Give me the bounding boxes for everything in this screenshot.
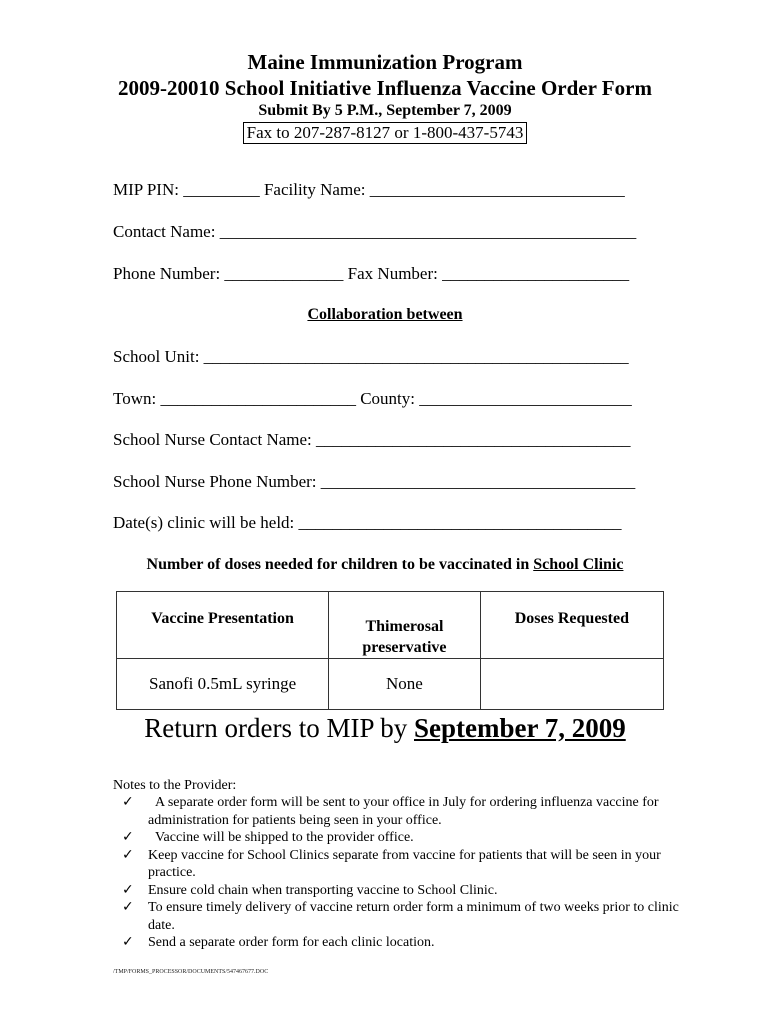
cell-vaccine: Sanofi 0.5mL syringe xyxy=(117,659,329,710)
fax-box: Fax to 207-287-8127 or 1-800-437-5743 xyxy=(243,122,528,144)
list-item: ✓ To ensure timely delivery of vaccine return order form a minimum of two weeks prior to clinic date. xyxy=(122,899,679,933)
list-item: ✓ A separate order form will be sent to your office in July for ordering influenza vaccine for administration for patients being seen in your office. xyxy=(122,794,663,828)
nurse-phone-field[interactable]: School Nurse Phone Number: _____________________________________ xyxy=(113,472,636,491)
doses-heading xyxy=(0,555,770,575)
cell-thimerosal: None xyxy=(329,659,481,710)
header-vaccine-presentation: Vaccine Presentation xyxy=(117,592,329,659)
list-item: ✓ Keep vaccine for School Clinics separate from vaccine for patients that will be seen in your practice. xyxy=(122,846,661,880)
return-date: September 7, 2009 xyxy=(414,713,626,743)
check-icon: ✓ xyxy=(122,881,134,898)
vaccine-table xyxy=(116,591,664,710)
form-title: 2009-20010 School Initiative Influenza Vaccine Order Form xyxy=(118,76,652,100)
mip-pin-facility-field[interactable]: MIP PIN: _________ Facility Name: ______________________________ xyxy=(113,180,625,199)
town-county-field[interactable]: Town: _______________________ County: _________________________ xyxy=(113,389,632,408)
table-row xyxy=(117,659,664,710)
return-orders-text: Return orders to MIP by xyxy=(144,713,414,743)
return-orders-line xyxy=(0,712,770,744)
check-icon: ✓ xyxy=(122,846,134,863)
list-item: ✓ Send a separate order form for each clinic location. xyxy=(122,934,435,950)
file-path-footer: /TMP/FORMS_PROCESSOR/DOCUMENTS/547467677.DOC xyxy=(113,969,269,975)
submit-deadline: Submit By 5 P.M., September 7, 2009 xyxy=(258,102,512,119)
school-unit-field[interactable]: School Unit: __________________________________________________ xyxy=(113,347,629,366)
table-header-row xyxy=(117,592,664,659)
doses-heading-text: Number of doses needed for children to be vaccinated in xyxy=(146,556,534,573)
fax-line xyxy=(0,122,770,144)
header-thimerosal: Thimerosal preservative xyxy=(329,592,481,659)
notes-heading: Notes to the Provider: xyxy=(113,778,237,793)
check-icon: ✓ xyxy=(122,934,134,950)
phone-fax-field[interactable]: Phone Number: ______________ Fax Number: ______________________ xyxy=(113,264,630,283)
contact-name-field[interactable]: Contact Name: _________________________________________________ xyxy=(113,222,637,241)
check-icon: ✓ xyxy=(122,794,134,810)
list-item: ✓ Ensure cold chain when transporting vaccine to School Clinic. xyxy=(122,881,498,898)
check-icon: ✓ xyxy=(122,829,134,845)
check-icon: ✓ xyxy=(122,899,134,915)
document-title: Maine Immunization Program xyxy=(247,50,523,74)
collaboration-heading: Collaboration between xyxy=(307,306,463,323)
list-item: ✓ Vaccine will be shipped to the provider office. xyxy=(122,829,414,845)
doses-requested-input[interactable] xyxy=(480,659,663,710)
notes-list xyxy=(120,794,680,952)
header-doses-requested: Doses Requested xyxy=(480,592,663,659)
school-clinic-label: School Clinic xyxy=(533,556,624,573)
clinic-dates-field[interactable]: Date(s) clinic will be held: ______________________________________ xyxy=(113,513,622,532)
nurse-contact-name-field[interactable]: School Nurse Contact Name: _____________________________________ xyxy=(113,430,631,449)
